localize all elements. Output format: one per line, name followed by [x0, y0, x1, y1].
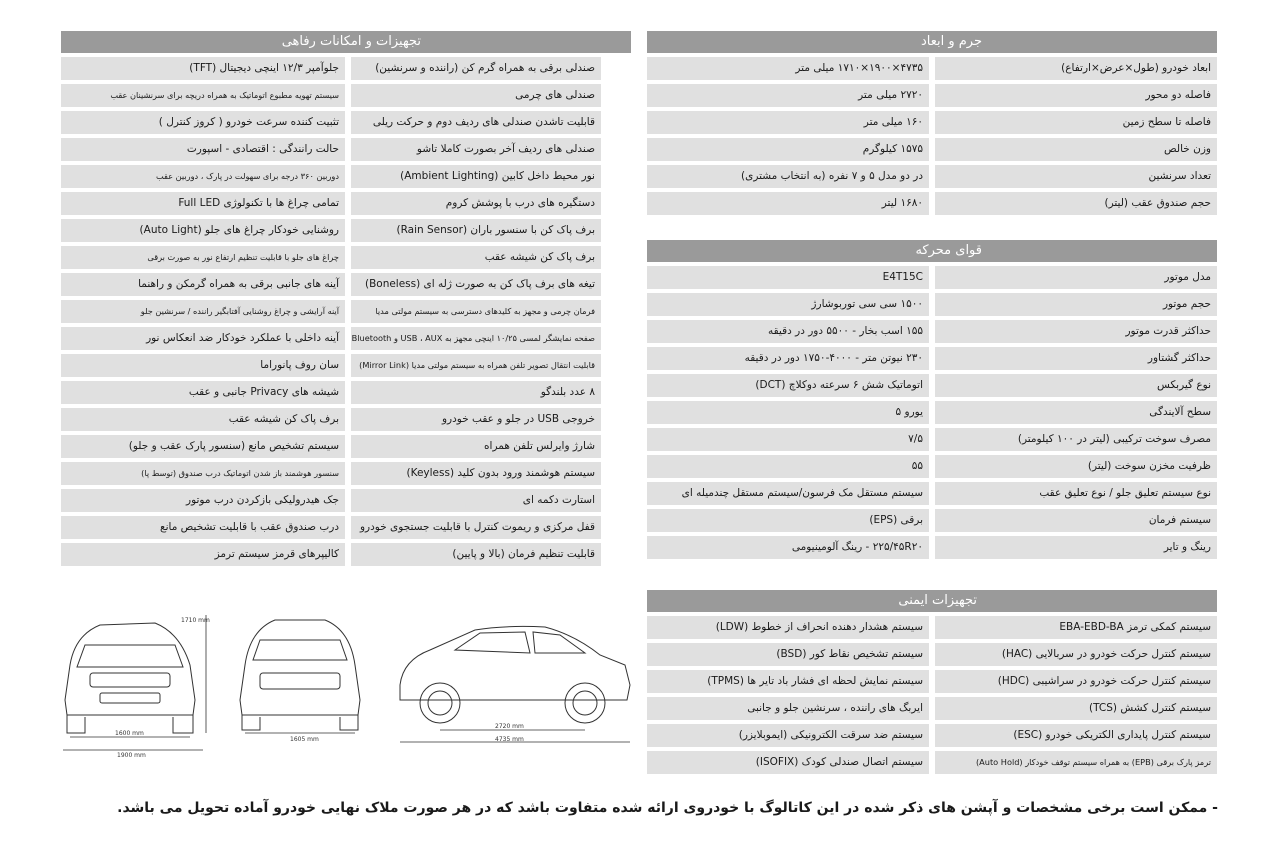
spec-label: سیستم کنترل حرکت خودرو در سراشیبی (HDC)	[935, 670, 1217, 693]
spec-value: سیستم تشخیص نقاط کور (BSD)	[647, 643, 929, 666]
table-row	[61, 57, 631, 80]
engine-rows	[647, 266, 1217, 559]
table-row	[647, 320, 1217, 343]
spec-value: کالیپرهای قرمز سیستم ترمز	[61, 543, 345, 566]
spec-label: سیستم فرمان	[935, 509, 1217, 532]
table-row	[61, 165, 631, 188]
spec-label: سطح آلایندگی	[935, 401, 1217, 424]
spec-value: سیستم نمایش لحظه ای فشار باد تایر ها (TPMS)	[647, 670, 929, 693]
spec-label: صندلی های چرمی	[351, 84, 601, 107]
engine-section	[647, 240, 1217, 563]
spec-value: اتوماتیک شش ۶ سرعته دوکلاچ (DCT)	[647, 374, 929, 397]
table-row	[647, 401, 1217, 424]
spec-label: حداکثر گشتاور	[935, 347, 1217, 370]
comfort-section	[61, 31, 631, 570]
comfort-title: تجهیزات و امکانات رفاهی	[61, 31, 631, 53]
spec-value: ۱۵۷۵ کیلوگرم	[647, 138, 929, 161]
table-row	[61, 489, 631, 512]
table-row	[647, 192, 1217, 215]
spec-label: حجم موتور	[935, 293, 1217, 316]
spec-label: صندلی برقی به همراه گرم کن (راننده و سرنشین)	[351, 57, 601, 80]
spec-value: درب صندوق عقب با قابلیت تشخیص مانع	[61, 516, 345, 539]
spec-label: صفحه نمایشگر لمسی ۱۰/۲۵ اینچی مجهز به USB ، AUX و Bluetooth	[351, 327, 601, 350]
table-row	[61, 273, 631, 296]
spec-value: سیستم اتصال صندلی کودک (ISOFIX)	[647, 751, 929, 774]
table-row	[647, 455, 1217, 478]
spec-label: سیستم کنترل کشش (TCS)	[935, 697, 1217, 720]
car-drawings	[55, 605, 635, 765]
spec-value: ۴۷۳۵×۱۹۰۰×۱۷۱۰ میلی متر	[647, 57, 929, 80]
spec-value: در دو مدل ۵ و ۷ نفره (به انتخاب مشتری)	[647, 165, 929, 188]
spec-label: وزن خالص	[935, 138, 1217, 161]
spec-label: حداکثر قدرت موتور	[935, 320, 1217, 343]
table-row	[61, 327, 631, 350]
table-row	[61, 543, 631, 566]
spec-value: ۷/۵	[647, 428, 929, 451]
spec-value: تمامی چراغ ها با تکنولوژی Full LED	[61, 192, 345, 215]
spec-label: نوع سیستم تعلیق جلو / نوع تعلیق عقب	[935, 482, 1217, 505]
spec-label: سیستم کنترل پایداری الکتریکی خودرو (ESC)	[935, 724, 1217, 747]
table-row	[61, 300, 631, 323]
spec-label: قابلیت تنظیم فرمان (بالا و پایین)	[351, 543, 601, 566]
spec-value: شیشه های Privacy جانبی و عقب	[61, 381, 345, 404]
front-track-label: 1600 mm	[115, 730, 144, 737]
spec-value: سنسور هوشمند باز شدن اتوماتیک درب صندوق (توسط پا)	[61, 462, 345, 485]
dimensions-section	[647, 31, 1217, 219]
spec-label: سیستم کمکی ترمز EBA-EBD-BA	[935, 616, 1217, 639]
spec-label: قابلیت انتقال تصویر تلفن همراه به سیستم مولتی مدیا (Mirror Link)	[351, 354, 601, 377]
spec-value: ۱۶۸۰ لیتر	[647, 192, 929, 215]
spec-value: ایربگ های راننده ، سرنشین جلو و جانبی	[647, 697, 929, 720]
spec-value: یورو ۵	[647, 401, 929, 424]
table-row	[61, 138, 631, 161]
front-height-label: 1710 mm	[181, 617, 210, 624]
spec-value: ۲۳۰ نیوتن متر - ۴۰۰۰-۱۷۵۰ دور در دقیقه	[647, 347, 929, 370]
spec-value: ۱۵۰۰ سی سی توربوشارژ	[647, 293, 929, 316]
spec-label: ۸ عدد بلندگو	[351, 381, 601, 404]
spec-value: حالت رانندگی : اقتصادی - اسپورت	[61, 138, 345, 161]
spec-value: برقی (EPS)	[647, 509, 929, 532]
spec-value: ۱۶۰ میلی متر	[647, 111, 929, 134]
spec-value: E4T15C	[647, 266, 929, 289]
spec-label: ابعاد خودرو (طول×عرض×ارتفاع)	[935, 57, 1217, 80]
table-row	[647, 266, 1217, 289]
table-row	[647, 670, 1217, 693]
spec-value: روشنایی خودکار چراغ های جلو (Auto Light)	[61, 219, 345, 242]
table-row	[647, 751, 1217, 774]
safety-title: تجهیزات ایمنی	[647, 590, 1217, 612]
spec-label: ظرفیت مخزن سوخت (لیتر)	[935, 455, 1217, 478]
spec-value: آینه های جانبی برقی به همراه گرمکن و راهنما	[61, 273, 345, 296]
spec-label: فرمان چرمی و مجهز به کلیدهای دسترسی به سیستم مولتی مدیا	[351, 300, 601, 323]
length-label: 4735 mm	[495, 736, 524, 743]
footnote-text: - ممکن است برخی مشخصات و آپشن های ذکر شده در این کاتالوگ با خودروی ارائه شده متفاوت باشد که در هر صورت ملاک نهایی خودرو آماده تحویل می باشد.	[117, 800, 1218, 816]
spec-label: سیستم کنترل حرکت خودرو در سربالایی (HAC)	[935, 643, 1217, 666]
table-row	[61, 516, 631, 539]
spec-value: ۲۲۵/۴۵R۲۰ - رینگ آلومینیومی	[647, 536, 929, 559]
table-row	[61, 111, 631, 134]
spec-label: رینگ و تایر	[935, 536, 1217, 559]
spec-value: سیستم هشدار دهنده انحراف از خطوط (LDW)	[647, 616, 929, 639]
wheelbase-label: 2720 mm	[495, 723, 524, 730]
table-row	[647, 643, 1217, 666]
spec-value: ۱۵۵ اسب بخار - ۵۵۰۰ دور در دقیقه	[647, 320, 929, 343]
spec-value: سیستم تهویه مطبوع اتوماتیک به همراه دریچه برای سرنشینان عقب	[61, 84, 345, 107]
spec-value: ۲۷۲۰ میلی متر	[647, 84, 929, 107]
spec-label: ترمز پارک برقی (EPB) به همراه سیستم توقف خودکار (Auto Hold)	[935, 751, 1217, 774]
safety-rows	[647, 616, 1217, 774]
spec-label: مدل موتور	[935, 266, 1217, 289]
table-row	[647, 138, 1217, 161]
engine-title: قوای محرکه	[647, 240, 1217, 262]
table-row	[647, 374, 1217, 397]
safety-section	[647, 590, 1217, 778]
table-row	[647, 111, 1217, 134]
spec-label: صندلی های ردیف آخر بصورت کاملا تاشو	[351, 138, 601, 161]
table-row	[647, 616, 1217, 639]
table-row	[61, 462, 631, 485]
spec-value: آینه آرایشی و چراغ روشنایی آفتابگیر راننده / سرنشین جلو	[61, 300, 345, 323]
spec-label: فاصله دو محور	[935, 84, 1217, 107]
table-row	[647, 84, 1217, 107]
car-line-drawings	[55, 605, 635, 765]
spec-label: سیستم هوشمند ورود بدون کلید (Keyless)	[351, 462, 601, 485]
table-row	[61, 381, 631, 404]
spec-label: برف پاک کن با سنسور باران (Rain Sensor)	[351, 219, 601, 242]
table-row	[647, 482, 1217, 505]
spec-value: دوربین ۳۶۰ درجه برای سهولت در پارک ، دوربین عقب	[61, 165, 345, 188]
spec-label: قابلیت تاشدن صندلی های ردیف دوم و حرکت ریلی	[351, 111, 601, 134]
table-row	[61, 246, 631, 269]
spec-label: استارت دکمه ای	[351, 489, 601, 512]
table-row	[61, 84, 631, 107]
spec-label: مصرف سوخت ترکیبی (لیتر در ۱۰۰ کیلومتر)	[935, 428, 1217, 451]
spec-label: حجم صندوق عقب (لیتر)	[935, 192, 1217, 215]
table-row	[647, 697, 1217, 720]
table-row	[61, 354, 631, 377]
table-row	[647, 347, 1217, 370]
rear-view-drawing	[240, 620, 360, 733]
spec-label: دستگیره های درب با پوشش کروم	[351, 192, 601, 215]
table-row	[647, 509, 1217, 532]
table-row	[647, 724, 1217, 747]
spec-label: برف پاک کن شیشه عقب	[351, 246, 601, 269]
table-row	[61, 192, 631, 215]
spec-label: شارژ وایرلس تلفن همراه	[351, 435, 601, 458]
spec-value: جلوآمپر ۱۲/۳ اینچی دیجیتال (TFT)	[61, 57, 345, 80]
spec-value: سیستم مستقل مک فرسون/سیستم مستقل چندمیله ای	[647, 482, 929, 505]
spec-value: ۵۵	[647, 455, 929, 478]
dimensions-title: جرم و ابعاد	[647, 31, 1217, 53]
spec-value: جک هیدرولیکی بازکردن درب موتور	[61, 489, 345, 512]
table-row	[61, 219, 631, 242]
rear-track-label: 1605 mm	[290, 736, 319, 743]
table-row	[61, 435, 631, 458]
dimensions-rows	[647, 57, 1217, 215]
spec-value: چراغ های جلو با قابلیت تنظیم ارتفاع نور به صورت برقی	[61, 246, 345, 269]
spec-value: سیستم ضد سرقت الکترونیکی (ایموبلایزر)	[647, 724, 929, 747]
table-row	[647, 428, 1217, 451]
spec-label: تیغه های برف پاک کن به صورت ژله ای (Boneless)	[351, 273, 601, 296]
comfort-rows	[61, 57, 631, 566]
spec-value: سیستم تشخیص مانع (سنسور پارک عقب و جلو)	[61, 435, 345, 458]
spec-label: نوع گیربکس	[935, 374, 1217, 397]
table-row	[647, 293, 1217, 316]
spec-value: برف پاک کن شیشه عقب	[61, 408, 345, 431]
spec-label: نور محیط داخل کابین (Ambient Lighting)	[351, 165, 601, 188]
spec-label: قفل مرکزی و ریموت کنترل با قابلیت جستجوی خودرو	[351, 516, 601, 539]
spec-label: خروجی USB در جلو و عقب خودرو	[351, 408, 601, 431]
spec-label: تعداد سرنشین	[935, 165, 1217, 188]
spec-label: فاصله تا سطح زمین	[935, 111, 1217, 134]
table-row	[647, 165, 1217, 188]
spec-value: سان روف پانوراما	[61, 354, 345, 377]
spec-value: آینه داخلی با عملکرد خودکار ضد انعکاس نور	[61, 327, 345, 350]
table-row	[647, 57, 1217, 80]
front-width-label: 1900 mm	[117, 752, 146, 759]
table-row	[61, 408, 631, 431]
table-row	[647, 536, 1217, 559]
spec-value: تثبیت کننده سرعت خودرو ( کروز کنترل )	[61, 111, 345, 134]
